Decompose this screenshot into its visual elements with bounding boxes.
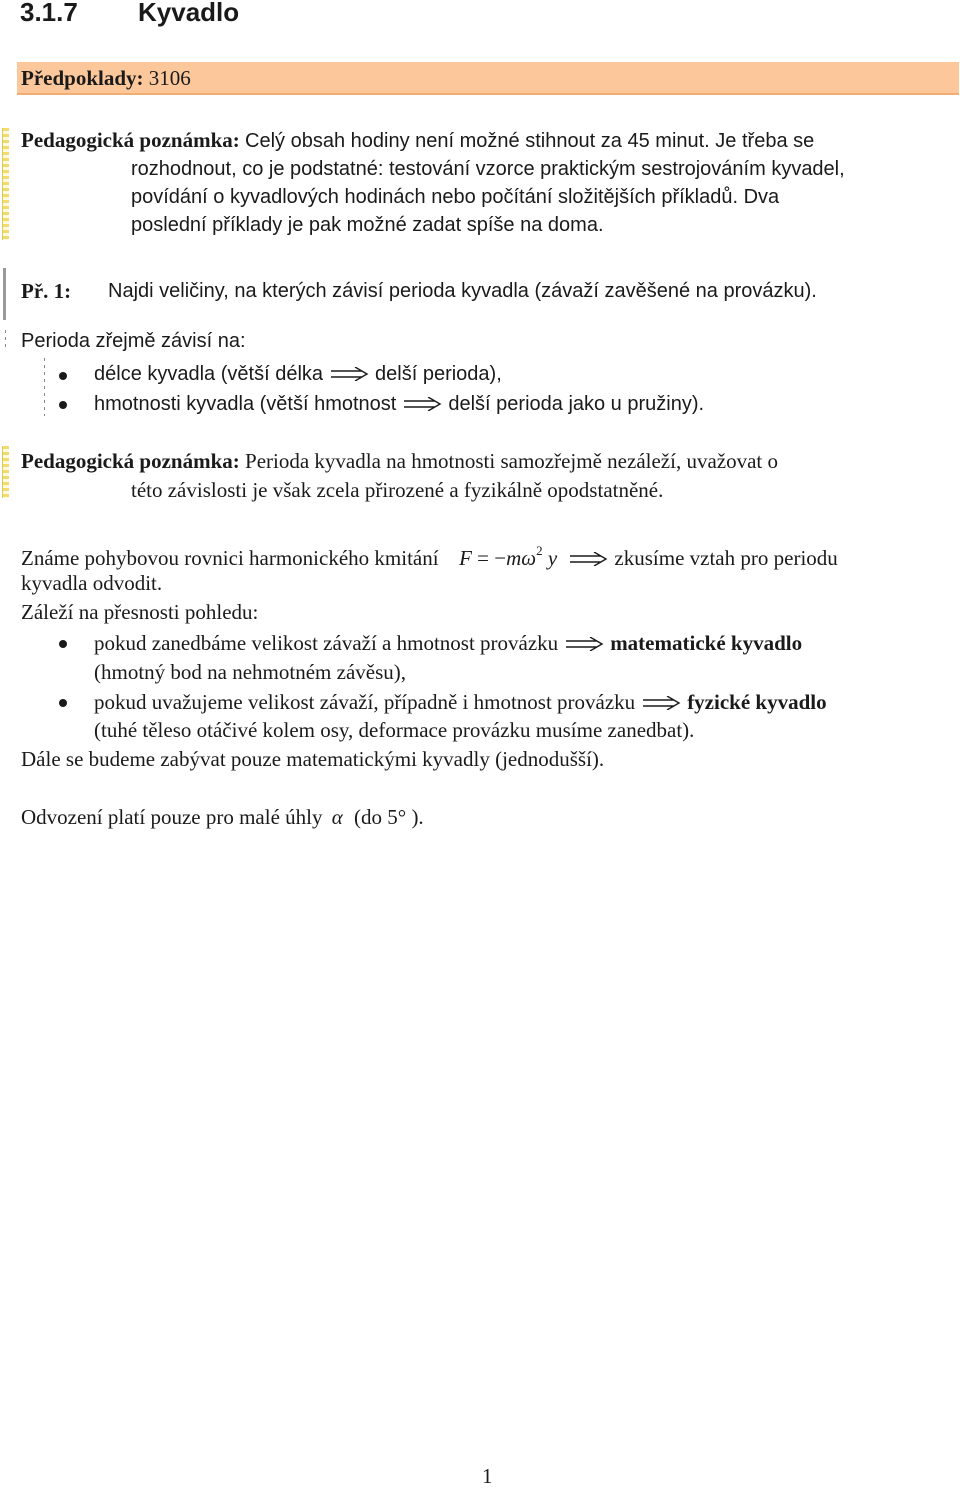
prerequisites-label: Předpoklady: [21, 66, 144, 90]
answer-marker [5, 330, 6, 350]
prerequisites-value: 3106 [148, 66, 191, 90]
formula-exponent: 2 [536, 543, 543, 558]
example1-text: Najdi veličiny, na kterých závisí perioda kyvadla (závaží zavěšené na provázku). [108, 280, 817, 302]
answer-intro: Perioda zřejmě závisí na: [21, 330, 246, 352]
formula-equals: = [477, 546, 489, 570]
formula-y: y [547, 546, 558, 570]
answer-item2-part1: hmotnosti kyvadla (větší hmotnost [94, 393, 397, 415]
body-p1-line2: kyvadla odvodit. [21, 571, 163, 595]
bullet1-note: (hmotný bod na nehmotném závěsu), [94, 660, 407, 684]
p4-degrees: 5° [387, 805, 407, 829]
answer-item2 [94, 390, 704, 418]
body-paragraph3: Dále se budeme zabývat pouze matematickými kyvadly (jednodušší). [21, 747, 605, 771]
answer-item1-part2: delší perioda), [375, 363, 502, 385]
bullet2-text: pokud uvažujeme velikost závaží, případně i hmotnost provázku [94, 690, 636, 714]
prerequisites [21, 64, 191, 92]
formula-F: F [459, 546, 472, 570]
p4-close: ). [411, 805, 424, 829]
note1-label: Pedagogická poznámka: [21, 128, 240, 152]
pedagogical-note-marker [2, 446, 9, 498]
body-p1-continuation: zkusíme vztah pro periodu [614, 546, 838, 570]
bullet [59, 401, 67, 409]
body-paragraph4 [21, 803, 424, 831]
body-bullet1 [94, 629, 802, 657]
example-marker [3, 268, 6, 320]
example1-label: Př. 1: [21, 279, 72, 303]
body-paragraph1 [21, 537, 838, 572]
note1-line1 [21, 126, 814, 155]
bullet [59, 699, 67, 707]
implies-arrow-icon [329, 367, 369, 381]
answer-item2-part2: delší perioda jako u pružiny). [448, 393, 705, 415]
section-heading [20, 0, 239, 28]
implies-arrow-icon [402, 397, 442, 411]
note1-line2: rozhodnout, co je podstatné: testování vzorce praktickým sestrojováním kyvadel, [131, 158, 845, 180]
body-bullet2 [94, 688, 827, 716]
implies-arrow-icon [564, 637, 604, 651]
bullet [59, 640, 67, 648]
body-paragraph2: Záleží na přesnosti pohledu: [21, 600, 259, 624]
note1-line3: povídání o kyvadlových hodinách nebo počítání složitějších příkladů. Dva [131, 186, 780, 208]
formula-omega: ω [521, 546, 537, 570]
note1-text1: Celý obsah hodiny není možné stihnout za 45 minut. Je třeba se [245, 130, 815, 152]
section-title: Kyvadlo [138, 0, 240, 27]
bullet [59, 372, 67, 380]
bullet2-note: (tuhé těleso otáčivé kolem osy, deformace provázku musíme zanedbat). [94, 718, 695, 742]
bullet1-term: matematické kyvadlo [610, 631, 803, 655]
formula-m: m [506, 546, 522, 570]
note2-label: Pedagogická poznámka: [21, 449, 240, 473]
pedagogical-note-marker [2, 128, 9, 240]
body-p1-text: Známe pohybovou rovnici harmonického kmitání [21, 546, 439, 570]
note1-line4: poslední příklady je pak možné zadat spíše na doma. [131, 214, 604, 236]
p4-text: Odvození platí pouze pro malé úhly [21, 805, 323, 829]
note2-text1: Perioda kyvadla na hmotnosti samozřejmě nezáleží, uvažovat o [245, 449, 778, 473]
answer-item1 [94, 360, 502, 388]
page-number: 1 [482, 1464, 493, 1488]
implies-arrow-icon [568, 552, 608, 566]
bullet1-text: pokud zanedbáme velikost závaží a hmotnost provázku [94, 631, 559, 655]
bullet2-term: fyzické kyvadlo [687, 690, 827, 714]
note2-line2: této závislosti je však zcela přirozené a fyzikálně opodstatněné. [131, 478, 664, 502]
implies-arrow-icon [641, 696, 681, 710]
answer-item1-part1: délce kyvadla (větší délka [94, 363, 324, 385]
p4-open: (do [354, 805, 383, 829]
section-number: 3.1.7 [20, 0, 78, 27]
answer-list-marker [44, 358, 45, 416]
note2-line1 [21, 447, 778, 475]
p4-alpha: α [331, 805, 343, 829]
formula-minus: − [494, 546, 507, 570]
